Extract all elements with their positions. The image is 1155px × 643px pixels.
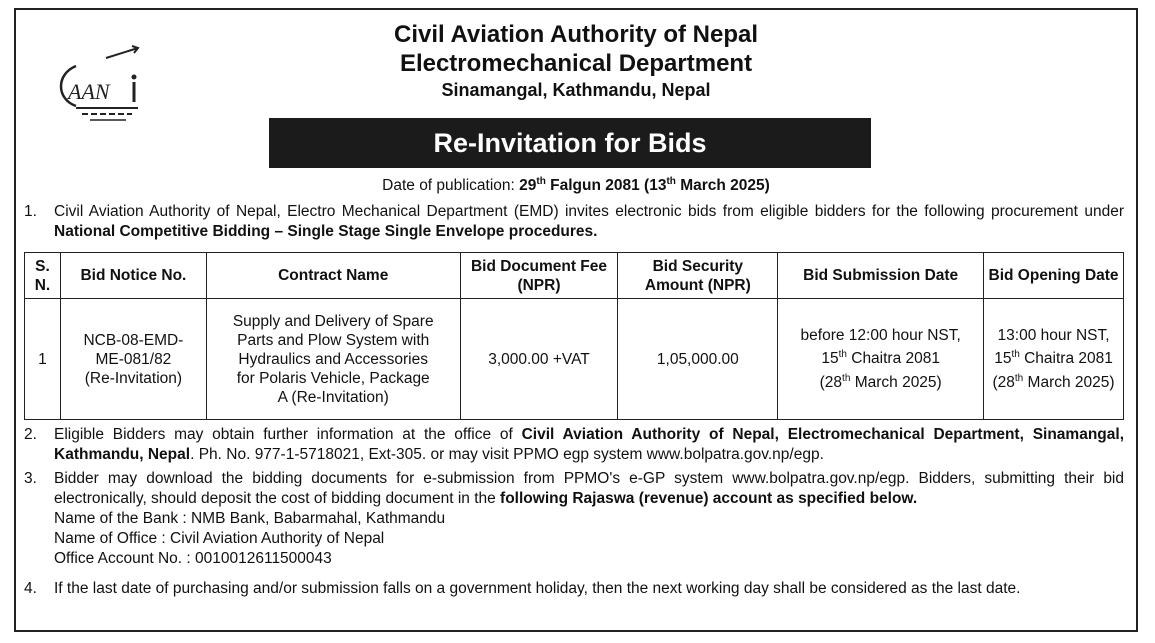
header-document-fee: Bid Document Fee (NPR) [460, 253, 618, 299]
table-row [25, 299, 1124, 420]
cell-security-amount: 1,05,000.00 [618, 299, 778, 420]
publication-date [16, 176, 1136, 195]
clause-number: 3. [24, 470, 37, 487]
clause-number: 4. [24, 580, 37, 597]
clause-number: 2. [24, 426, 37, 443]
publication-day: 29 [519, 177, 537, 195]
opening-day: 15 [994, 350, 1012, 368]
address: Sinamangal, Kathmandu, Nepal [441, 80, 711, 100]
clause-number: 1. [24, 203, 37, 220]
notice-line: (Re-Invitation) [84, 369, 183, 387]
clause-2-text: Eligible Bidders may obtain further information at the office of [54, 426, 522, 443]
publication-month-year: Falgun 2081 (13 [545, 177, 667, 195]
opening-month: Chaitra 2081 [1019, 350, 1113, 368]
department-name: Electromechanical Department [399, 50, 753, 77]
clause-1-text: Civil Aviation Authority of Nepal, Electro Mechanical Department (EMD) invites electronic bids from eligible bidders for the following procurement under [54, 203, 1124, 220]
clause-3-bold: following Rajaswa (revenue) account as specified below. [500, 490, 918, 507]
opening-ad-sup: th [1014, 372, 1024, 384]
cell-opening-date [984, 299, 1124, 420]
account-number: Office Account No. : 0010012611500043 [54, 550, 332, 567]
opening-ad-month: March 2025) [1023, 373, 1115, 391]
submission-ad-day: (28 [819, 373, 843, 391]
submission-ad-date [782, 369, 979, 392]
opening-time: 13:00 hour NST, [997, 327, 1110, 345]
publication-ad-rest: March 2025) [675, 177, 770, 195]
contract-line: Supply and Delivery of Spare [232, 312, 434, 330]
contract-line: Hydraulics and Accessories [238, 350, 428, 368]
svg-text:AAN: AAN [68, 79, 110, 104]
submission-day: 15 [821, 350, 839, 368]
clause-1 [24, 202, 1124, 242]
notice-title-banner: Re-Invitation for Bids [269, 118, 871, 168]
table-header-row [25, 253, 1124, 299]
clause-2-bold: Civil Aviation Authority of Nepal, Electromechanical Department, Sinamangal, Kathmandu, Nepal [54, 426, 1124, 463]
opening-bs-date [988, 345, 1119, 368]
header-bid-notice: Bid Notice No. [60, 253, 206, 299]
notice-frame [14, 8, 1138, 632]
submission-time: before 12:00 hour NST, [800, 327, 961, 345]
clause-4-text: If the last date of purchasing and/or submission falls on a government holiday, then the next working day shall be considered as the last date. [54, 580, 1021, 597]
cell-sn: 1 [25, 299, 61, 420]
cell-document-fee: 3,000.00 +VAT [460, 299, 618, 420]
header-sn: S. N. [25, 253, 61, 299]
publication-ad-sup: th [666, 176, 676, 187]
bid-table [24, 252, 1124, 420]
opening-day-sup: th [1011, 349, 1020, 361]
organization-name: Civil Aviation Authority of Nepal [393, 21, 759, 48]
clause-2-rest: . Ph. No. 977-1-5718021, Ext-305. or may visit PPMO egp system www.bolpatra.gov.np/egp. [190, 446, 824, 463]
submission-ad-month: March 2025) [850, 373, 942, 391]
notice-header [16, 20, 1136, 102]
notice-line: NCB-08-EMD- [83, 331, 184, 349]
submission-bs-date [782, 345, 979, 368]
contract-line: for Polaris Vehicle, Package [236, 369, 430, 387]
header-security-amount: Bid Security Amount (NPR) [618, 253, 778, 299]
publication-day-sup: th [536, 176, 546, 187]
clause-4 [24, 579, 1124, 599]
clause-3-text: Bidder may download the bidding documents for e-submission from PPMO's e-GP system www.bolpatra.gov.np/egp. Bidders, submitting their bid electronically, should deposit the cost of bidding document in the [54, 470, 1124, 507]
header-opening-date: Bid Opening Date [984, 253, 1124, 299]
submission-ad-sup: th [842, 372, 851, 384]
header-contract-name: Contract Name [206, 253, 460, 299]
bank-name: Name of the Bank : NMB Bank, Babarmahal, Kathmandu [54, 510, 446, 527]
header-submission-date: Bid Submission Date [778, 253, 984, 299]
publication-prefix: Date of publication: [382, 177, 520, 195]
cell-submission-date [778, 299, 984, 420]
opening-ad-date [988, 369, 1119, 392]
clause-2 [24, 425, 1124, 465]
opening-ad-day: (28 [992, 373, 1015, 391]
office-name: Name of Office : Civil Aviation Authority of Nepal [54, 530, 385, 547]
contract-line: A (Re-Invitation) [277, 388, 389, 406]
cell-contract-name [206, 299, 460, 420]
clause-3 [24, 469, 1124, 569]
submission-month: Chaitra 2081 [846, 350, 940, 368]
notice-line: ME-081/82 [95, 350, 172, 368]
contract-line: Parts and Plow System with [237, 331, 430, 349]
clause-1-bold: National Competitive Bidding – Single Stage Single Envelope procedures. [54, 223, 598, 240]
submission-day-sup: th [838, 349, 847, 361]
cell-bid-notice [60, 299, 206, 420]
